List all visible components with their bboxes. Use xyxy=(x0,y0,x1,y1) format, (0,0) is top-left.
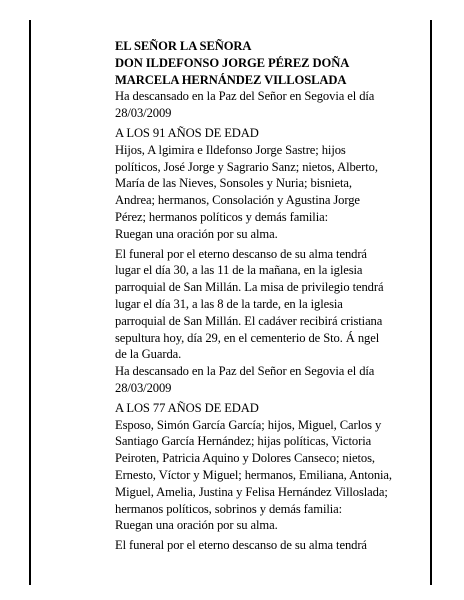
family-line: Esposo, Simón García García; hijos, Miguel, Carlos y xyxy=(115,417,382,432)
obituary-column xyxy=(115,38,427,554)
family-list xyxy=(115,142,427,226)
funeral-line: El funeral por el eterno descanso de su alma tendrá xyxy=(115,246,367,261)
funeral-line: parroquial de San Millán. La misa de privilegio tendrá xyxy=(115,280,384,295)
funeral-line: lugar el día 30, a las 11 de la mañana, en la iglesia xyxy=(115,263,363,278)
right-border-rule xyxy=(430,20,432,585)
header-names-line: DON ILDEFONSO JORGE PÉREZ DOÑA xyxy=(115,55,350,70)
rest-statement xyxy=(115,363,427,397)
funeral-details xyxy=(115,537,427,554)
left-border-rule xyxy=(29,20,31,585)
funeral-details xyxy=(115,246,427,364)
family-line: Ernesto, Víctor y Miguel; hermanos, Emiliana, Antonia, xyxy=(115,467,392,482)
obituary-notice-2 xyxy=(115,363,427,554)
family-line: Santiago García Hernández; hijas políticas, Victoria xyxy=(115,434,372,449)
header-names-line: MARCELA HERNÁNDEZ VILLOSLADA xyxy=(115,72,347,87)
family-line: hermanos políticos, sobrinos y demás familia: xyxy=(115,501,343,516)
family-line: María de las Nieves, Sonsoles y Nuria; bisnieta, xyxy=(115,176,352,191)
age-line: A LOS 91 AÑOS DE EDAD xyxy=(115,125,259,140)
family-line: Hijos, A lgimira e Ildefonso Jorge Sastre; hijos xyxy=(115,142,346,157)
funeral-line: de la Guarda. xyxy=(115,347,182,362)
family-line: políticos, José Jorge y Sagrario Sanz; nietos, Alberto, xyxy=(115,159,378,174)
funeral-line: parroquial de San Millán. El cadáver recibirá cristiana xyxy=(115,313,383,328)
family-line: Pérez; hermanos políticos y demás familia: xyxy=(115,209,328,224)
family-line: Andrea; hermanos, Consolación y Agustina Jorge xyxy=(115,193,360,208)
family-list xyxy=(115,417,427,518)
funeral-line: sepultura hoy, día 29, en el cementerio de Sto. Á ngel xyxy=(115,330,380,345)
obituary-notice-1 xyxy=(115,88,427,363)
rest-statement xyxy=(115,88,427,122)
funeral-line: El funeral por el eterno descanso de su alma tendrá xyxy=(115,538,367,553)
rest-line: Ha descansado en la Paz del Señor en Segovia el día xyxy=(115,364,375,379)
rest-line: Ha descansado en la Paz del Señor en Segovia el día xyxy=(115,89,375,104)
obituary-header xyxy=(115,38,427,88)
family-line: Peiroten, Patricia Aquino y Dolores Canseco; nietos, xyxy=(115,451,375,466)
rest-date: 28/03/2009 xyxy=(115,380,172,395)
family-line: Miguel, Amelia, Justina y Felisa Hernández Villoslada; xyxy=(115,484,388,499)
prayer-line: Ruegan una oración por su alma. xyxy=(115,518,278,533)
funeral-line: lugar el día 31, a las 8 de la tarde, en la iglesia xyxy=(115,296,343,311)
rest-date: 28/03/2009 xyxy=(115,106,172,121)
age-line: A LOS 77 AÑOS DE EDAD xyxy=(115,400,259,415)
header-title-line: EL SEÑOR LA SEÑORA xyxy=(115,39,252,53)
prayer-line: Ruegan una oración por su alma. xyxy=(115,226,278,241)
